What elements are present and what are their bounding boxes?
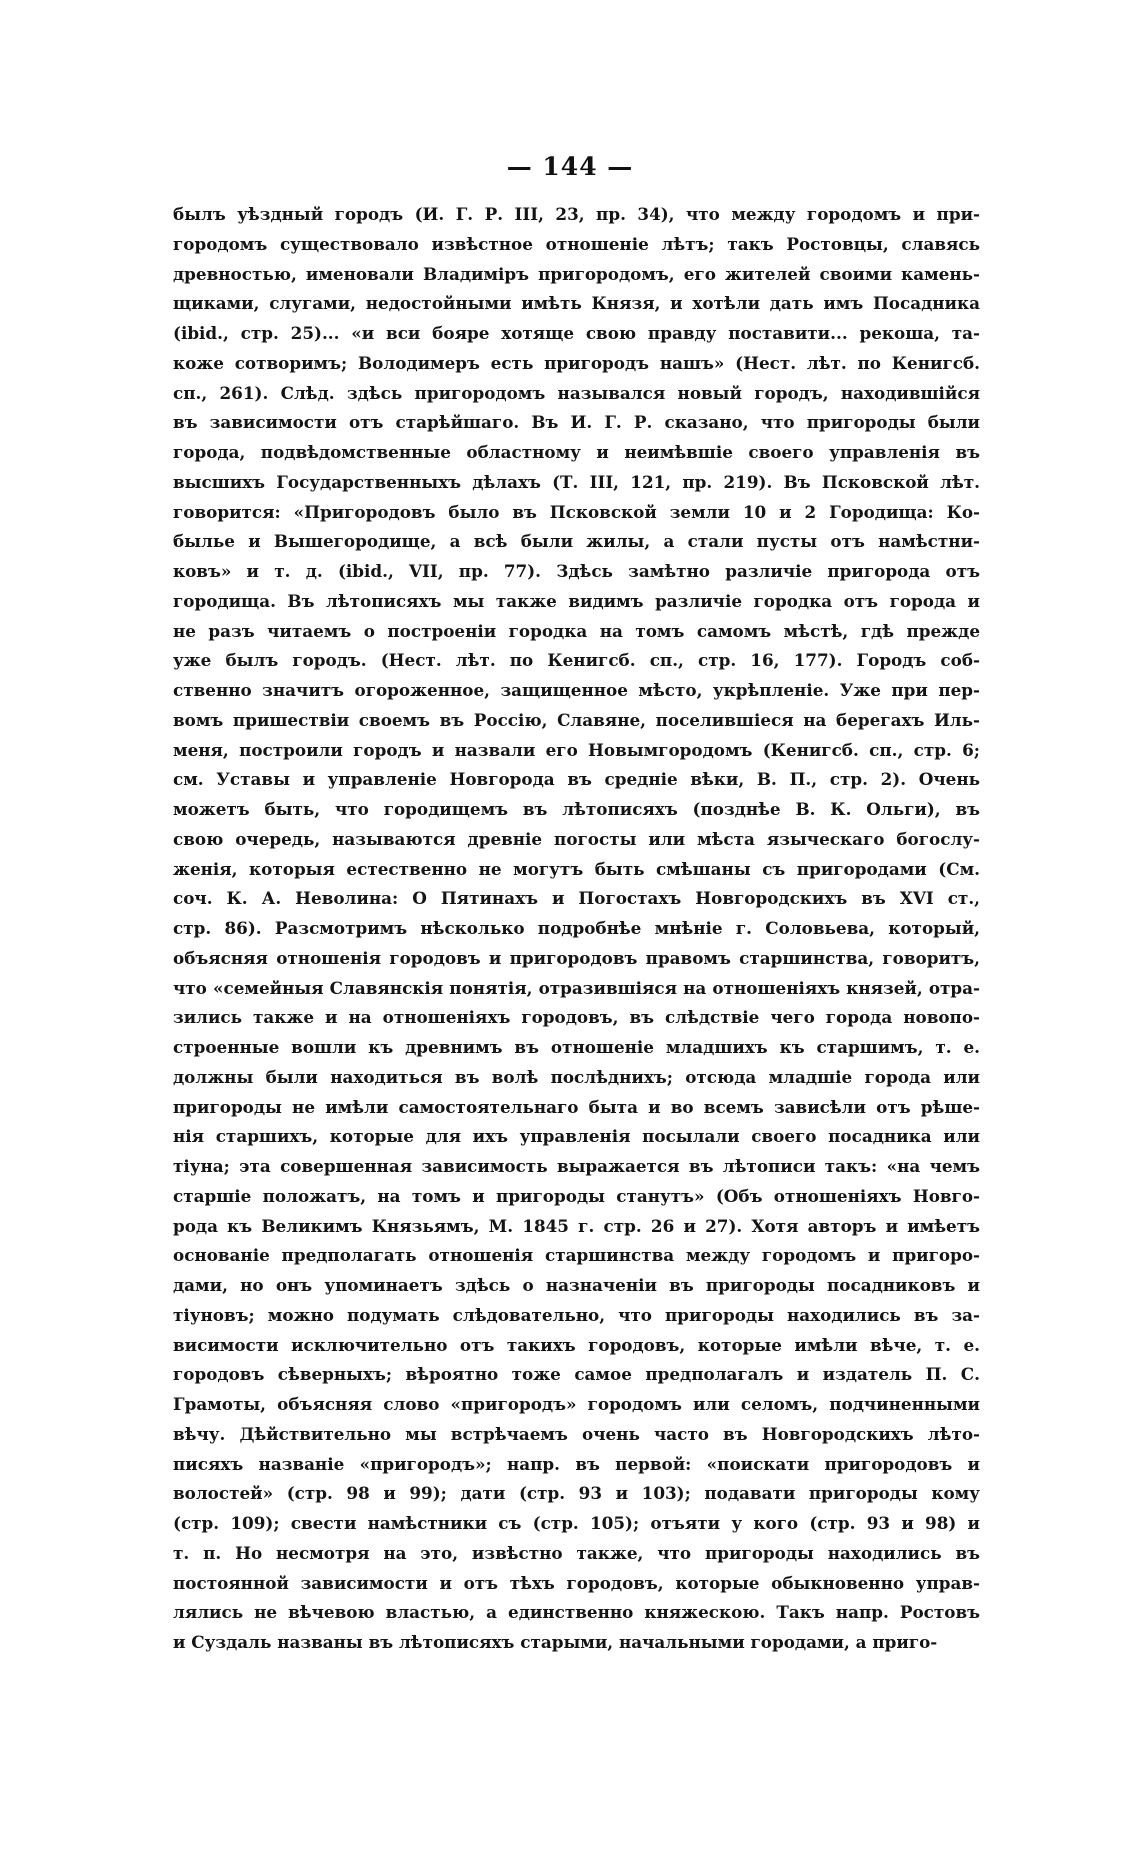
text-line: волостей» (стр. 98 и 99); дати (стр. 93 и 103); подавати пригороды кому	[173, 1483, 980, 1504]
text-line: въ зависимости отъ старѣйшаго. Въ И. Г. Р. сказано, что пригороды были	[173, 412, 980, 433]
text-line: дами, но онъ упоминаетъ здѣсь о назначеніи въ пригороды посадниковъ и	[173, 1275, 980, 1295]
text-line: города, подвѣдомственные областному и неимѣвшіе своего управленія въ	[173, 442, 980, 462]
text-line: щиками, слугами, недостойными имѣть Князя, и хотѣли дать имъ Посадника	[173, 293, 980, 314]
text-line: былье и Вышегородище, а всѣ были жилы, а стали пусты отъ намѣстни-	[173, 531, 980, 552]
text-line: свою очередь, называются древніе погосты или мѣста языческаго богослу-	[173, 828, 980, 849]
text-line: вомъ пришествіи своемъ въ Россію, Славяне, поселившіеся на берегахъ Иль-	[173, 709, 980, 730]
body-text	[173, 200, 980, 1658]
text-line: можетъ быть, что городищемъ въ лѣтописяхъ (позднѣе В. К. Ольги), въ	[173, 799, 980, 819]
text-line: стр. 86). Разсмотримъ нѣсколько подробнѣе мнѣніе г. Соловьева, который,	[173, 918, 980, 938]
text-line: (стр. 109); свести намѣстники съ (стр. 105); отъяти у кого (стр. 93 и 98) и	[173, 1513, 980, 1533]
text-line: былъ уѣздный городъ (И. Г. Р. III, 23, пр. 34), что между городомъ и при-	[173, 204, 980, 224]
text-line: ковъ» и т. д. (ibid., VII, пр. 77). Здѣсь замѣтно различіе пригорода отъ	[173, 561, 980, 581]
text-line: основаніе предполагать отношенія старшинства между городомъ и пригоро-	[173, 1245, 980, 1266]
text-line: ственно значитъ огороженное, защищенное мѣсто, укрѣпленіе. Уже при пер-	[173, 680, 980, 700]
text-line: вѣчу. Дѣйствительно мы встрѣчаемъ очень часто въ Новгородскихъ лѣто-	[173, 1423, 980, 1444]
text-line: тіуновъ; можно подумать слѣдовательно, что пригороды находились въ за-	[173, 1304, 980, 1325]
text-line: строенные вошли къ древнимъ въ отношеніе младшихъ къ старшимъ, т. е.	[173, 1037, 980, 1057]
text-line: соч. К. А. Неволина: О Пятинахъ и Погостахъ Новгородскихъ въ XVI ст.,	[173, 888, 980, 909]
text-line: городомъ существовало извѣстное отношеніе лѣтъ; такъ Ростовцы, славясь	[173, 233, 980, 254]
text-line: старшіе положатъ, на томъ и пригороды станутъ» (Объ отношеніяхъ Новго-	[173, 1185, 980, 1206]
text-line: коже сотворимъ; Володимеръ есть пригородъ нашъ» (Нест. лѣт. по Кенигсб.	[173, 352, 980, 373]
text-line: лялись не вѣчевою властью, а единственно княжескою. Такъ напр. Ростовъ	[173, 1602, 980, 1623]
text-line: уже былъ городъ. (Нест. лѣт. по Кенигсб. сп., стр. 16, 177). Городъ соб-	[173, 650, 980, 671]
text-line: не разъ читаемъ о построеніи городка на томъ самомъ мѣстѣ, гдѣ прежде	[173, 620, 980, 641]
text-line: Грамоты, объясняя слово «пригородъ» городомъ или селомъ, подчиненными	[173, 1394, 980, 1414]
text-line: должны были находиться въ волѣ послѣднихъ; отсюда младшіе города или	[173, 1066, 980, 1087]
text-line: объясняя отношенія городовъ и пригородовъ правомъ старшинства, говоритъ,	[173, 947, 980, 968]
text-line: сп., 261). Слѣд. здѣсь пригородомъ назывался новый городъ, находившійся	[173, 382, 980, 403]
page-number: — 144 —	[506, 152, 634, 181]
text-line: тіуна; эта совершенная зависимость выражается въ лѣтописи такъ: «на чемъ	[173, 1156, 980, 1176]
text-line: говорится: «Пригородовъ было въ Псковской земли 10 и 2 Городища: Ко-	[173, 501, 980, 522]
text-line: городовъ сѣверныхъ; вѣроятно тоже самое предполагалъ и издатель П. С.	[173, 1364, 980, 1385]
text-line: меня, построили городъ и назвали его Новымгородомъ (Кенигсб. сп., стр. 6;	[173, 739, 980, 760]
text-line: пригороды не имѣли самостоятельнаго быта и во всемъ зависѣли отъ рѣше-	[173, 1096, 980, 1117]
text-line: древностью, именовали Владиміръ пригородомъ, его жителей своими камень-	[173, 263, 980, 284]
text-line: что «семейныя Славянскія понятія, отразившіяся на отношеніяхъ князей, отра-	[173, 977, 980, 998]
text-line: см. Уставы и управленіе Новгорода въ средніе вѣки, В. П., стр. 2). Очень	[173, 769, 980, 790]
text-line: висимости исключительно отъ такихъ городовъ, которые имѣли вѣче, т. е.	[173, 1334, 980, 1355]
text-line: зились также и на отношеніяхъ городовъ, въ слѣдствіе чего города новопо-	[173, 1007, 980, 1028]
text-line: высшихъ Государственныхъ дѣлахъ (Т. III, 121, пр. 219). Въ Псковской лѣт.	[173, 471, 980, 492]
text-line: городища. Въ лѣтописяхъ мы также видимъ различіе городка отъ города и	[173, 590, 980, 611]
text-line: женія, которыя естественно не могутъ быть смѣшаны съ пригородами (См.	[173, 858, 980, 879]
text-line: постоянной зависимости и отъ тѣхъ городовъ, которые обыкновенно управ-	[173, 1572, 980, 1593]
text-line: и Суздаль названы въ лѣтописяхъ старыми, начальными городами, а приго-	[173, 1632, 938, 1652]
text-line: рода къ Великимъ Князьямъ, М. 1845 г. стр. 26 и 27). Хотя авторъ и имѣетъ	[173, 1215, 980, 1236]
text-line: нія старшихъ, которые для ихъ управленія посылали своего посадника или	[173, 1126, 980, 1147]
text-line: писяхъ названіе «пригородъ»; напр. въ первой: «поискати пригородовъ и	[173, 1453, 980, 1474]
text-line: т. п. Но несмотря на это, извѣстно также, что пригороды находились въ	[173, 1542, 980, 1563]
text-line: (ibid., стр. 25)... «и вси бояре хотяще свою правду поставити... рекоша, та-	[173, 323, 980, 343]
